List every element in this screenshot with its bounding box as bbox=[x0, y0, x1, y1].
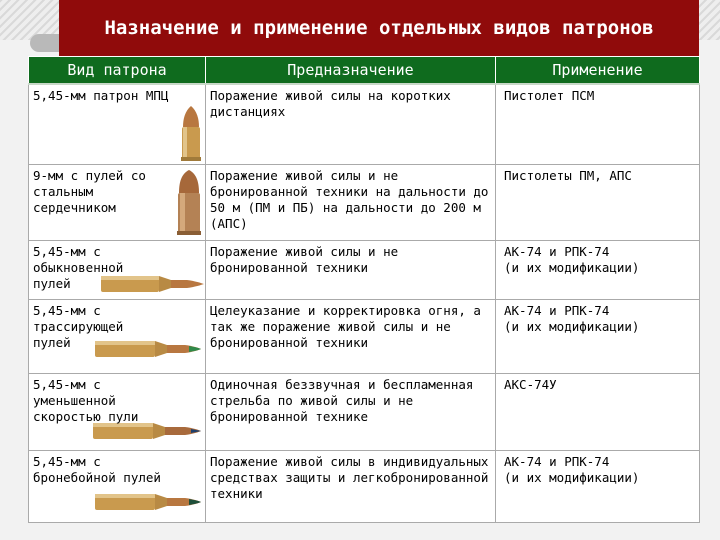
table-row bbox=[29, 164, 700, 240]
cartridge-type-text: 5,45-мм с трассирующей пулей bbox=[33, 302, 124, 350]
column-header-usage: Применение bbox=[496, 57, 700, 85]
table-row bbox=[29, 299, 700, 373]
cell-purpose: Поражение живой силы на коротких дистанциях bbox=[206, 84, 496, 164]
cell-purpose: Одиночная беззвучная и беспламенная стрельба по живой силы и не бронированной технике bbox=[206, 373, 496, 450]
cell-usage: АК-74 и РПК-74 (и их модификации) bbox=[496, 299, 700, 373]
cartridge-type-text: 5,45-мм с уменьшенной скоростью пули bbox=[33, 376, 139, 424]
cartridge-type-text: 9-мм с пулей со стальным сердечником bbox=[33, 167, 146, 215]
page-title: Назначение и применение отдельных видов патронов bbox=[104, 16, 654, 39]
cell-purpose: Поражение живой силы и не бронированной техники на дальности до 50 м (ПМ и ПБ) на дальности до 200 м (АПС) bbox=[206, 164, 496, 240]
pistol-bullet-image bbox=[178, 105, 204, 163]
cartridge-type-text: 5,45-мм с обыкновенной пулей bbox=[33, 243, 124, 291]
title-banner bbox=[59, 0, 699, 56]
column-header-purpose: Предназначение bbox=[206, 57, 496, 85]
table-row bbox=[29, 373, 700, 450]
cell-type bbox=[29, 373, 206, 450]
table-row bbox=[29, 450, 700, 522]
table-row bbox=[29, 84, 700, 164]
cell-type bbox=[29, 240, 206, 299]
cell-type bbox=[29, 450, 206, 522]
cell-type bbox=[29, 84, 206, 164]
cartridge-type-text: 5,45-мм с бронебойной пулей bbox=[33, 453, 161, 485]
cartridge-table bbox=[28, 56, 700, 523]
pistol-bullet-image bbox=[174, 169, 204, 237]
cell-usage: Пистолеты ПМ, АПС bbox=[496, 164, 700, 240]
cell-usage: АКС-74У bbox=[496, 373, 700, 450]
cell-usage: АК-74 и РПК-74 (и их модификации) bbox=[496, 450, 700, 522]
table-header-row bbox=[29, 57, 700, 85]
cell-purpose: Поражение живой силы и не бронированной техники bbox=[206, 240, 496, 299]
cell-type bbox=[29, 299, 206, 373]
cell-purpose: Поражение живой силы в индивидуальных средствах защиты и легкобронированной техники bbox=[206, 450, 496, 522]
column-header-type: Вид патрона bbox=[29, 57, 206, 85]
cartridge-type-text: 5,45-мм патрон МПЦ bbox=[33, 88, 169, 103]
cell-purpose: Целеуказание и корректировка огня, а так же поражение живой силы и не бронированной техники bbox=[206, 299, 496, 373]
armor-piercing-cartridge-image bbox=[93, 491, 205, 513]
cell-usage: АК-74 и РПК-74 (и их модификации) bbox=[496, 240, 700, 299]
cell-type bbox=[29, 164, 206, 240]
table-row bbox=[29, 240, 700, 299]
cell-usage: Пистолет ПСМ bbox=[496, 84, 700, 164]
